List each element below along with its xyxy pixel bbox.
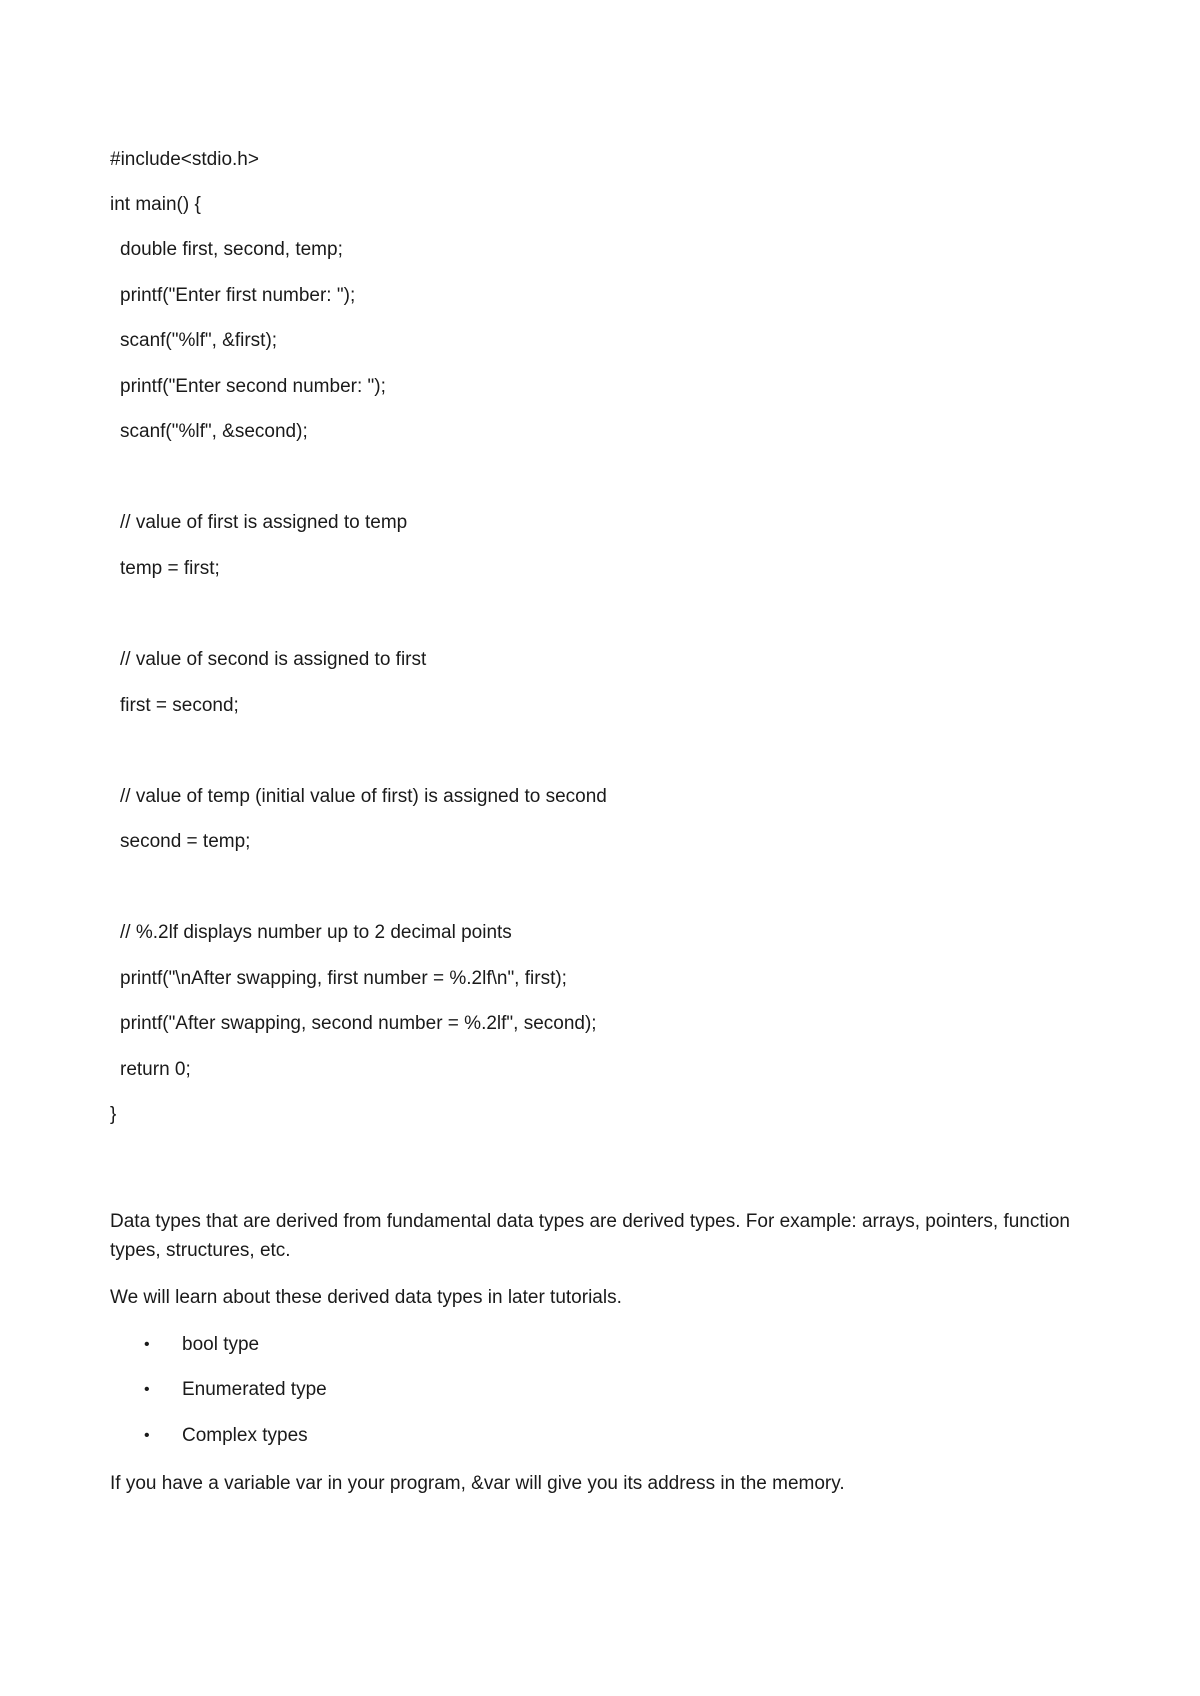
code-line-declaration: double first, second, temp; <box>120 239 343 260</box>
list-item-label: Enumerated type <box>182 1379 327 1400</box>
code-comment-first-to-temp: // value of first is assigned to temp <box>120 512 408 533</box>
code-line-printf-first: printf("Enter first number: "); <box>120 285 356 306</box>
code-line-include: #include<stdio.h> <box>110 149 259 170</box>
code-line-main: int main() { <box>110 194 201 215</box>
code-line-first-assign: first = second; <box>120 695 239 716</box>
code-line-scanf-first: scanf("%lf", &first); <box>120 330 278 351</box>
derived-types-paragraph: Data types that are derived from fundamental data types are derived types. For example: arrays, pointers, function types, structures, etc. <box>110 1211 1070 1261</box>
list-item-label: bool type <box>182 1334 260 1355</box>
code-comment-decimal-points: // %.2lf displays number up to 2 decimal points <box>120 922 512 943</box>
code-line-printf-second: printf("Enter second number: "); <box>120 376 386 397</box>
address-note-paragraph: If you have a variable var in your program, &var will give you its address in the memory. <box>110 1473 845 1494</box>
code-line-printf-first-result: printf("\nAfter swapping, first number = %.2lf\n", first); <box>120 968 567 989</box>
later-tutorials-paragraph: We will learn about these derived data types in later tutorials. <box>110 1287 622 1308</box>
code-line-second-assign: second = temp; <box>120 831 251 852</box>
bullet-icon: • <box>144 1427 150 1444</box>
bullet-icon: • <box>144 1381 150 1398</box>
code-comment-temp-to-second: // value of temp (initial value of first) is assigned to second <box>120 786 607 807</box>
list-item-label: Complex types <box>182 1425 308 1446</box>
code-line-temp-assign: temp = first; <box>120 558 220 579</box>
code-comment-second-to-first: // value of second is assigned to first <box>120 649 427 670</box>
code-line-scanf-second: scanf("%lf", &second); <box>120 421 308 442</box>
code-line-closing-brace: } <box>110 1104 117 1125</box>
code-line-printf-second-result: printf("After swapping, second number = %.2lf", second); <box>120 1013 597 1034</box>
bullet-icon: • <box>144 1336 150 1353</box>
code-line-return: return 0; <box>120 1059 191 1080</box>
